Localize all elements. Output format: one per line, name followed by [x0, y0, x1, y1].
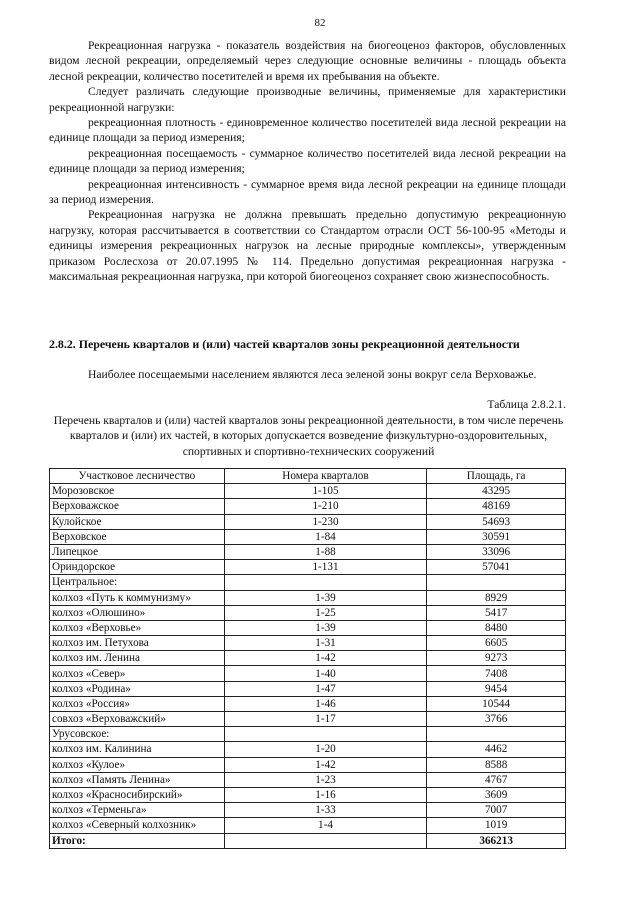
- table-row: [50, 514, 566, 529]
- cell-forestry: Кулойское: [50, 514, 225, 529]
- cell-area: 3609: [427, 787, 566, 802]
- intro-paragraph: Наиболее посещаемыми населением являются леса зеленой зоны вокруг села Верховажье.: [88, 368, 537, 381]
- table-row: [50, 696, 566, 711]
- table-row: [50, 605, 566, 620]
- cell-quarters: 1-84: [224, 529, 427, 544]
- cell-quarters: [224, 575, 427, 590]
- cell-forestry: Ориндорское: [50, 560, 225, 575]
- cell-area: 4767: [427, 772, 566, 787]
- table-row: [50, 742, 566, 757]
- cell-area: 10544: [427, 696, 566, 711]
- body-text: [49, 38, 566, 285]
- table-row: [50, 544, 566, 559]
- cell-area: 30591: [427, 529, 566, 544]
- cell-forestry: колхоз «Север»: [50, 666, 225, 681]
- cell-quarters: 1-105: [224, 484, 427, 499]
- cell-area: 3766: [427, 712, 566, 727]
- cell-area: 8929: [427, 590, 566, 605]
- cell-forestry: колхоз «Россия»: [50, 696, 225, 711]
- cell-forestry: Морозовское: [50, 484, 225, 499]
- table-row: [50, 727, 566, 742]
- table-row: [50, 772, 566, 787]
- cell-quarters: 1-46: [224, 696, 427, 711]
- cell-area: 48169: [427, 499, 566, 514]
- cell-area: 9454: [427, 681, 566, 696]
- table-total-row: [50, 833, 566, 848]
- paragraph-density: рекреационная плотность - единовременное количество посетителей вида лесной рекреации на единице площади за период измерения;: [49, 116, 566, 145]
- cell-area: [427, 575, 566, 590]
- cell-forestry: колхоз им. Калинина: [50, 742, 225, 757]
- section-heading: 2.8.2. Перечень кварталов и (или) частей кварталов зоны рекреационной деятельности: [49, 337, 520, 351]
- header-quarters: Номера кварталов: [224, 469, 427, 484]
- cell-forestry: колхоз «Терменьга»: [50, 803, 225, 818]
- table-row: [50, 529, 566, 544]
- table-row: [50, 590, 566, 605]
- cell-area: 8480: [427, 620, 566, 635]
- table-row: [50, 787, 566, 802]
- total-quarters: [224, 833, 427, 848]
- cell-quarters: 1-230: [224, 514, 427, 529]
- cell-forestry: колхоз «Память Ленина»: [50, 772, 225, 787]
- cell-area: 7007: [427, 803, 566, 818]
- table-row: [50, 484, 566, 499]
- cell-forestry: колхоз «Красносибирский»: [50, 787, 225, 802]
- table-row: [50, 651, 566, 666]
- cell-quarters: 1-39: [224, 590, 427, 605]
- page-number: 82: [314, 17, 326, 29]
- cell-forestry: совхоз «Верховажский»: [50, 712, 225, 727]
- cell-forestry: колхоз «Северный колхозник»: [50, 818, 225, 833]
- paragraph-definition: Рекреационная нагрузка - показатель воздействия на биогеоценоз факторов, обусловленных видом лесной рекреации, определяемый через следующие основные величины - площадь объекта лесной рекреации, количество посетителей и время их пребывания на объекте.: [49, 39, 566, 83]
- cell-quarters: 1-25: [224, 605, 427, 620]
- header-forestry: Участковое лесничество: [50, 469, 225, 484]
- quarters-table: [49, 468, 566, 849]
- cell-quarters: 1-210: [224, 499, 427, 514]
- table-row: [50, 712, 566, 727]
- cell-forestry: Верховское: [50, 529, 225, 544]
- table-row: [50, 666, 566, 681]
- table-row: [50, 560, 566, 575]
- cell-area: [427, 727, 566, 742]
- cell-quarters: 1-20: [224, 742, 427, 757]
- table-row: [50, 575, 566, 590]
- table-number: Таблица 2.8.2.1.: [487, 398, 566, 411]
- cell-forestry: колхоз «Путь к коммунизму»: [50, 590, 225, 605]
- cell-forestry: Липецкое: [50, 544, 225, 559]
- cell-quarters: 1-42: [224, 651, 427, 666]
- paragraph-derived-values: Следует различать следующие производные величины, применяемые для характеристики рекреационной нагрузки:: [49, 85, 566, 114]
- cell-forestry: Верховажское: [50, 499, 225, 514]
- cell-area: 33096: [427, 544, 566, 559]
- cell-quarters: [224, 727, 427, 742]
- table-row: [50, 818, 566, 833]
- cell-quarters: 1-39: [224, 620, 427, 635]
- cell-forestry: Урусовское:: [50, 727, 225, 742]
- paragraph-attendance: рекреационная посещаемость - суммарное количество посетителей вида лесной рекреации на единице площади за период измерения;: [49, 146, 566, 176]
- table-row: [50, 681, 566, 696]
- table-row: [50, 803, 566, 818]
- cell-area: 9273: [427, 651, 566, 666]
- cell-quarters: 1-16: [224, 787, 427, 802]
- cell-forestry: Центральное:: [50, 575, 225, 590]
- cell-area: 5417: [427, 605, 566, 620]
- paragraph-limit: Рекреационная нагрузка не должна превышать предельно допустимую рекреационную нагрузку, которая рассчитывается в соответствии со Стандартом отрасли ОСТ 56-100-95 «Методы и единицы измерения рекреационных нагрузок на лесные природные комплексы», утвержденным приказом Рослесхоза от 20.07.1995 № 114. Предельно допустимая рекреационная нагрузка - максимальная рекреационная нагрузка, при которой биогеоценоз сохраняет свою жизнеспособность.: [49, 208, 566, 284]
- cell-forestry: колхоз «Кулое»: [50, 757, 225, 772]
- cell-quarters: 1-88: [224, 544, 427, 559]
- cell-forestry: колхоз им. Петухова: [50, 636, 225, 651]
- cell-quarters: 1-17: [224, 712, 427, 727]
- cell-area: 8588: [427, 757, 566, 772]
- cell-quarters: 1-23: [224, 772, 427, 787]
- cell-area: 43295: [427, 484, 566, 499]
- table-row: [50, 499, 566, 514]
- cell-area: 54693: [427, 514, 566, 529]
- table-caption: Перечень кварталов и (или) частей кварталов зоны рекреационной деятельности, в том числе перечень кварталов и (или) их частей, в которых допускается возведение физкультурно-оздоровительных, спортивных и спортивно-технических сооружений: [53, 414, 564, 458]
- cell-quarters: 1-4: [224, 818, 427, 833]
- total-area: 366213: [427, 833, 566, 848]
- cell-quarters: 1-31: [224, 636, 427, 651]
- cell-forestry: колхоз «Родина»: [50, 681, 225, 696]
- table-body: [50, 484, 566, 849]
- cell-forestry: колхоз «Олюшино»: [50, 605, 225, 620]
- table-row: [50, 757, 566, 772]
- table-row: [50, 620, 566, 635]
- cell-quarters: 1-47: [224, 681, 427, 696]
- cell-forestry: колхоз «Верховье»: [50, 620, 225, 635]
- cell-forestry: колхоз им. Ленина: [50, 651, 225, 666]
- paragraph-intensity: рекреационная интенсивность - суммарное время вида лесной рекреации на единице площади за период измерения.: [49, 177, 566, 207]
- header-area: Площадь, га: [427, 469, 566, 484]
- table-row: [50, 636, 566, 651]
- cell-area: 1019: [427, 818, 566, 833]
- total-label: Итого:: [50, 833, 225, 848]
- cell-quarters: 1-42: [224, 757, 427, 772]
- cell-area: 57041: [427, 560, 566, 575]
- cell-area: 7408: [427, 666, 566, 681]
- cell-quarters: 1-131: [224, 560, 427, 575]
- table-header-row: [50, 469, 566, 484]
- cell-area: 4462: [427, 742, 566, 757]
- cell-quarters: 1-33: [224, 803, 427, 818]
- cell-quarters: 1-40: [224, 666, 427, 681]
- cell-area: 6605: [427, 636, 566, 651]
